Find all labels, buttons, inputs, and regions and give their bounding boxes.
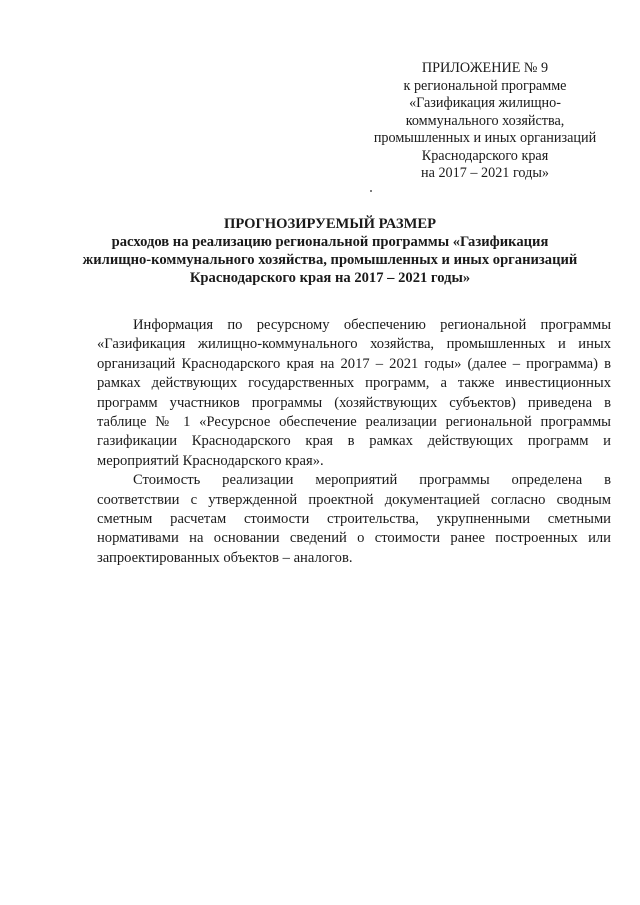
paragraph-line: рамках действующих государственных программ, а также инвестиционных [97, 375, 611, 392]
appendix-line: Краснодарского края [421, 147, 549, 164]
paragraph-line: Стоимость реализации мероприятий программы определена в [133, 472, 611, 489]
paragraph-line: запроектированных объектов – аналогов. [97, 549, 353, 566]
paragraph-line: таблице № 1 «Ресурсное обеспечение реализации региональной программы [97, 414, 611, 431]
appendix-line: на 2017 – 2021 годы» [421, 165, 549, 181]
paragraph-line: Информация по ресурсному обеспечению региональной программы [133, 317, 611, 333]
document-body [97, 316, 611, 568]
title-line: расходов на реализацию региональной программы «Газификация [111, 234, 549, 250]
title-line: жилищно-коммунального хозяйства, промышленных и иных организаций [82, 252, 578, 268]
title-heading: ПРОГНОЗИРУЕМЫЙ РАЗМЕР [223, 216, 437, 232]
paragraph-line: программ участников программы (хозяйствующих субъектов) приведена в [97, 394, 611, 411]
appendix-line: «Газификация жилищно- [409, 95, 561, 111]
appendix-number: ПРИЛОЖЕНИЕ № 9 [421, 60, 549, 76]
appendix-line: промышленных и иных организаций [373, 130, 597, 146]
appendix-line: коммунального хозяйства, [405, 112, 565, 129]
document-title [60, 215, 600, 287]
paragraph-line: мероприятий Краснодарского края». [97, 452, 324, 469]
paragraph-line: газификации Краснодарского края в рамках действующих программ и [97, 433, 611, 450]
paragraph-line: «Газификация жилищно-коммунального хозяйства, промышленных и иных [97, 336, 611, 353]
paragraph-resource-info [97, 316, 611, 471]
paragraph-line: соответствии с утвержденной проектной документацией согласно сводным [97, 491, 611, 508]
paragraph-line: сметным расчетам стоимости строительства, укрупненными сметными [97, 511, 611, 528]
scan-speck [370, 190, 372, 192]
title-line: Краснодарского края на 2017 – 2021 годы» [189, 270, 471, 286]
paragraph-cost-info [97, 471, 611, 568]
appendix-header [360, 60, 610, 183]
paragraph-line: организаций Краснодарского края на 2017 – 2021 годы» (далее – программа) в [97, 355, 611, 372]
paragraph-line: нормативами на основании сведений о стоимости ранее построенных или [97, 530, 611, 547]
appendix-line: к региональной программе [403, 77, 567, 94]
